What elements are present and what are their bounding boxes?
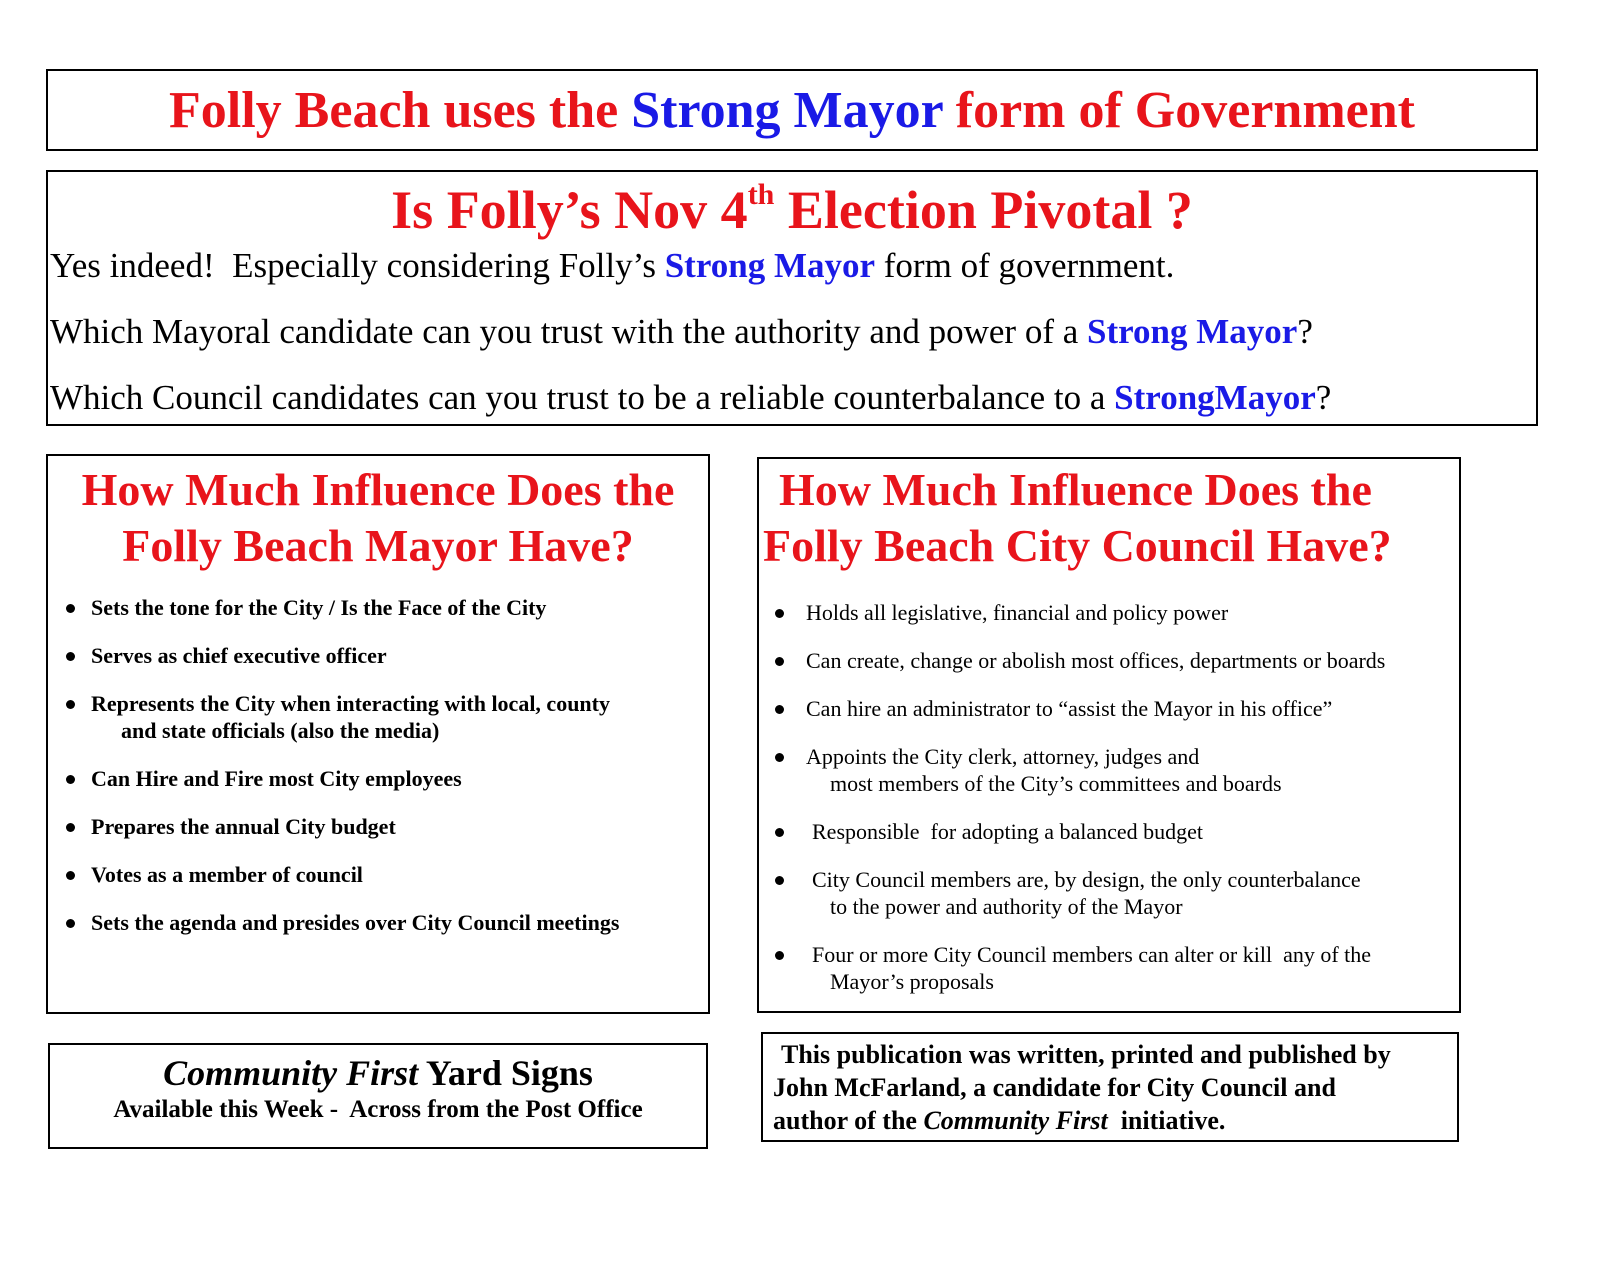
list-item-text: Prepares the annual City budget: [91, 814, 396, 839]
mayor-influence-title: [48, 462, 708, 574]
headline-banner: [46, 69, 1538, 151]
list-item: [48, 690, 708, 744]
bullet-icon: [775, 657, 784, 666]
election-box: [46, 170, 1538, 426]
list-item: [759, 647, 1459, 674]
election-line-1: [48, 244, 1536, 288]
council-powers-list: [759, 599, 1459, 995]
election-line-2-c: ?: [1297, 312, 1313, 351]
bullet-icon: [66, 700, 75, 709]
publication-line-1: This publication was written, printed and published by: [781, 1040, 1391, 1069]
list-item-text: Four or more City Council members can alter or kill any of the: [812, 942, 1372, 967]
mayor-influence-box: [46, 454, 710, 1014]
publication-line-3: [773, 1104, 1457, 1137]
yard-signs-heading: [50, 1052, 706, 1094]
election-line-2-strong-mayor: Strong Mayor: [1087, 312, 1298, 351]
banner-strong-mayor: Strong Mayor: [631, 81, 943, 139]
list-item-text: Responsible for adopting a balanced budget: [812, 819, 1204, 844]
bullet-icon: [775, 876, 784, 885]
list-item: [48, 765, 708, 792]
election-line-2-a: Which Mayoral candidate can you trust with the authority and power of a: [50, 312, 1088, 351]
election-line-3-a: Which Council candidates can you trust to be a reliable counterbalance to a: [50, 378, 1115, 417]
bullet-icon: [66, 604, 75, 613]
bullet-icon: [66, 775, 75, 784]
council-title-line-1: How Much Influence Does the: [779, 464, 1372, 515]
list-item-text: Can Hire and Fire most City employees: [91, 766, 462, 791]
bullet-icon: [66, 823, 75, 832]
bullet-icon: [775, 828, 784, 837]
banner-part-1: Folly Beach uses the: [169, 81, 632, 139]
list-item-text: Votes as a member of council: [91, 862, 363, 887]
election-line-3-strong-mayor: StrongMayor: [1114, 378, 1316, 417]
list-item-text: Represents the City when interacting with local, county: [91, 691, 610, 716]
yard-signs-availability: Available this Week - Across from the Post Office: [113, 1096, 643, 1123]
yard-signs-rest: Yard Signs: [418, 1053, 593, 1093]
list-item-text: Sets the agenda and presides over City Council meetings: [91, 910, 620, 935]
publication-line-2: John McFarland, a candidate for City Council and: [773, 1073, 1336, 1102]
banner-part-3: form of Government: [942, 81, 1415, 139]
list-item-text: Holds all legislative, financial and policy power: [806, 600, 1229, 625]
bullet-icon: [775, 951, 784, 960]
election-title: [48, 176, 1536, 244]
election-title-suffix: Election Pivotal ?: [774, 180, 1193, 240]
banner-text: [169, 81, 1415, 140]
bullet-icon: [66, 871, 75, 880]
bullet-icon: [775, 609, 784, 618]
list-item-text: City Council members are, by design, the only counterbalance: [812, 867, 1361, 892]
election-title-prefix: Is Folly’s Nov 4: [391, 180, 748, 240]
publication-line-3-a: author of the: [773, 1106, 924, 1135]
mayor-powers-list: [48, 594, 708, 936]
election-line-1-c: form of government.: [875, 246, 1175, 285]
list-item: [48, 861, 708, 888]
mayor-title-line-2: Folly Beach Mayor Have?: [122, 520, 634, 571]
list-item-text-continued: most members of the City’s committees and boards: [830, 771, 1282, 796]
council-influence-box: [757, 457, 1461, 1013]
list-item: [759, 818, 1459, 845]
list-item-text: Can hire an administrator to “assist the Mayor in his office”: [806, 696, 1333, 721]
list-item-text: Sets the tone for the City / Is the Face of the City: [91, 595, 547, 620]
publication-notice-box: [761, 1032, 1459, 1142]
bullet-icon: [66, 652, 75, 661]
list-item: [48, 642, 708, 669]
council-title-line-2: Folly Beach City Council Have?: [763, 520, 1392, 571]
election-line-3-c: ?: [1315, 378, 1332, 417]
council-influence-title: [759, 462, 1459, 574]
publication-line-3-brand: Community First: [923, 1106, 1108, 1135]
election-line-2: [48, 310, 1536, 354]
list-item: [759, 866, 1459, 920]
list-item-text: Can create, change or abolish most offices, departments or boards: [806, 648, 1386, 673]
list-item: [48, 813, 708, 840]
election-line-1-strong-mayor: Strong Mayor: [664, 246, 876, 285]
list-item: [48, 909, 708, 936]
list-item: [759, 695, 1459, 722]
bullet-icon: [66, 919, 75, 928]
publication-line-3-c: initiative.: [1107, 1106, 1226, 1135]
mayor-title-line-1: How Much Influence Does the: [81, 464, 675, 515]
list-item-text-continued: and state officials (also the media): [121, 718, 440, 743]
bullet-icon: [775, 753, 784, 762]
list-item: [759, 941, 1459, 995]
list-item: [759, 743, 1459, 797]
list-item-text: Serves as chief executive officer: [91, 643, 387, 668]
list-item-text: Appoints the City clerk, attorney, judges and: [806, 744, 1200, 769]
list-item-text-continued: to the power and authority of the Mayor: [830, 894, 1183, 919]
election-title-sup: th: [747, 178, 775, 211]
yard-signs-box: [48, 1043, 708, 1149]
election-line-3: [48, 376, 1536, 420]
list-item: [759, 599, 1459, 626]
list-item: [48, 594, 708, 621]
list-item-text-continued: Mayor’s proposals: [830, 969, 994, 994]
election-line-1-a: Yes indeed! Especially considering Folly’s: [50, 246, 665, 285]
bullet-icon: [775, 705, 784, 714]
yard-signs-brand: Community First: [163, 1053, 419, 1093]
